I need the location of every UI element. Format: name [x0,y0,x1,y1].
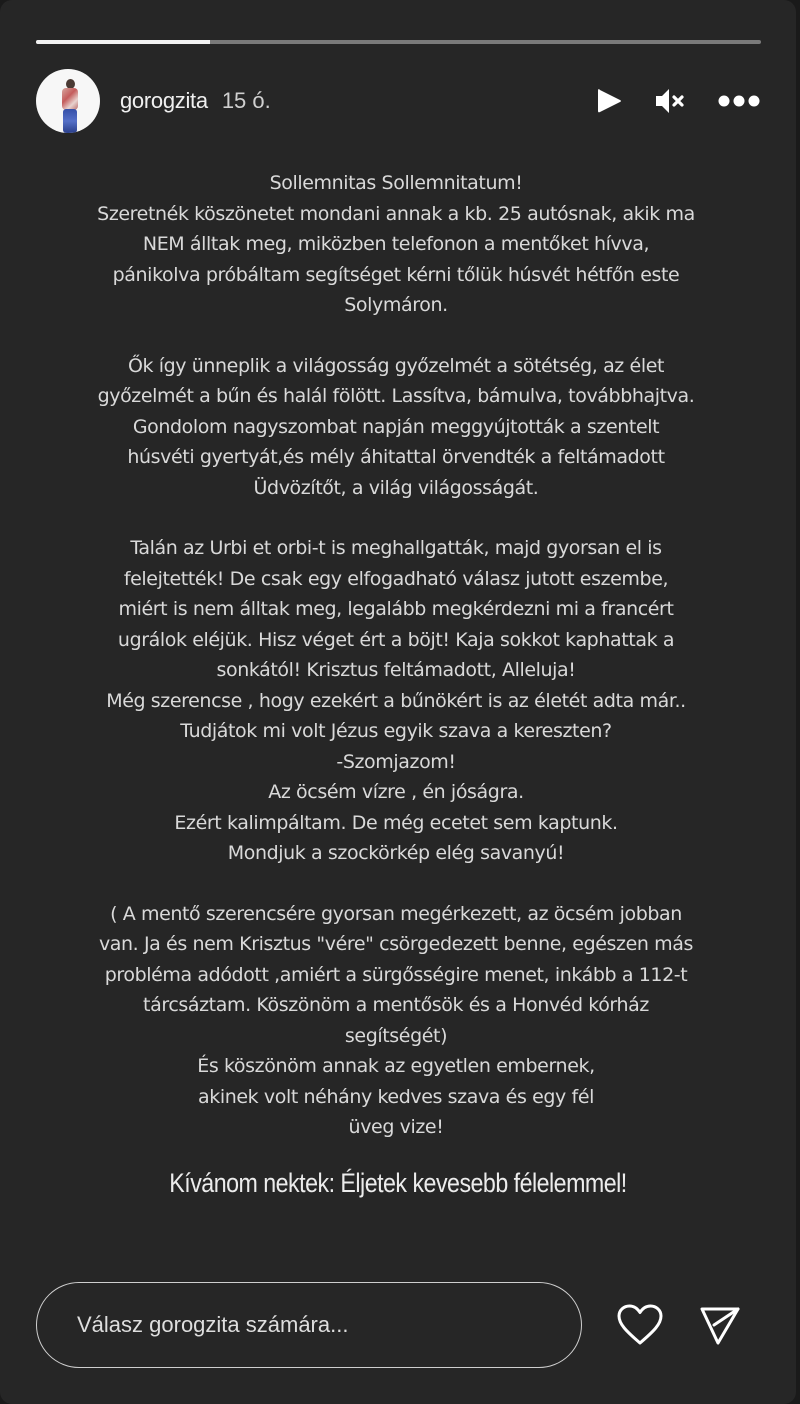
text-line: Tudjátok mi volt Jézus egyik szava a kereszten? [180,720,612,742]
avatar[interactable] [36,69,100,133]
paragraph-2 [24,351,768,504]
text-line: Mondjuk a szockörkép elég savanyú! [227,842,565,864]
story-text [24,168,768,1173]
text-line: Ezért kalimpáltam. De még ecetet sem kaptunk. [174,811,618,834]
text-line: ( A mentő szerencsére gyorsan megérkezett, az öcsém jobban [110,902,682,925]
text-line: akinek volt néhány kedves szava és egy fél [198,1085,594,1108]
text-line: húsvéti gyertyát,és mély áhitattal örvendték a feltámadott [127,446,665,468]
text-line: ugrálok eléjük. Hisz véget ért a böjt! Kaja sokkot kaphattak a [117,628,675,651]
send-icon [698,1303,742,1347]
avatar-figure-bottom [63,109,77,133]
text-line: üveg vize! [348,1116,444,1138]
play-button[interactable] [594,86,624,116]
mute-button[interactable] [654,86,688,116]
text-line: probléma adódott ,amiért a sürgősségire menet, inkább a 112-t [104,963,688,986]
closing-message: Kívánom nektek: Éljetek kevesebb félelemmel! [169,1168,627,1198]
story-progress-fill [36,40,210,44]
text-line: Az öcsém vízre , én jóságra. [268,781,524,803]
heart-icon [616,1303,664,1347]
avatar-figure-top [62,88,78,110]
text-line: És köszönöm annak az egyetlen embernek, [197,1055,595,1077]
text-line: NEM álltak meg, miközben telefonon a mentőket hívva, [142,233,650,255]
more-options-icon [718,94,760,108]
like-button[interactable] [616,1303,664,1347]
reply-actions [616,1303,742,1347]
text-line: Talán az Urbi et orbi-t is meghallgatták, majd gyorsan el is [130,537,662,559]
text-line: Ők így ünneplik a világosság győzelmét a sötétség, az élet [127,354,665,377]
send-button[interactable] [698,1303,742,1347]
paragraph-1 [24,168,768,321]
text-line: miért is nem álltak meg, legalább megkérdezni mi a francért [118,598,674,620]
reply-bar [36,1281,760,1369]
text-line: -Szomjazom! [336,750,456,773]
text-line: győzelmét a bűn és halál fölött. Lassítva, bámulva, továbbhajtva. [97,385,695,407]
text-line: Gondolom nagyszombat napján meggyújtották a szentelt [132,415,660,438]
text-line: Szeretnék köszönetet mondani annak a kb. 25 autósnak, akik ma [97,202,695,225]
paragraph-4 [24,899,768,1143]
text-line: sonkától! Krisztus feltámadott, Alleluja! [216,659,576,681]
paragraph-3 [24,533,768,869]
header-controls [594,86,760,116]
text-line: Még szerencse , hogy ezekért a bűnökért is az életét adta már.. [106,689,686,712]
speaker-muted-icon [654,86,688,116]
text-line: Solymáron. [344,294,448,316]
more-options-button[interactable] [718,94,760,108]
text-line: Üdvözítőt, a világ világosságát. [253,476,539,499]
text-line: van. Ja és nem Krisztus "vére" csörgedezett benne, egészen más [98,933,694,955]
play-icon [594,86,624,116]
text-line: segítségét) [344,1024,448,1047]
text-line: felejtették! De csak egy elfogadható válasz jutott eszembe, [123,567,669,590]
post-time: 15 ó. [221,88,271,113]
story-header [36,68,760,134]
text-line: pánikolva próbáltam segítséget kérni tőlük húsvét hétfőn este [112,263,680,286]
text-line: tárcsáztam. Köszönöm a mentősök és a Honvéd kórház [143,994,649,1016]
reply-input[interactable] [36,1282,582,1368]
text-line: Sollemnitas Sollemnitatum! [269,172,523,194]
username-link[interactable]: gorogzita [120,88,208,113]
story-progress-bar [36,40,761,44]
